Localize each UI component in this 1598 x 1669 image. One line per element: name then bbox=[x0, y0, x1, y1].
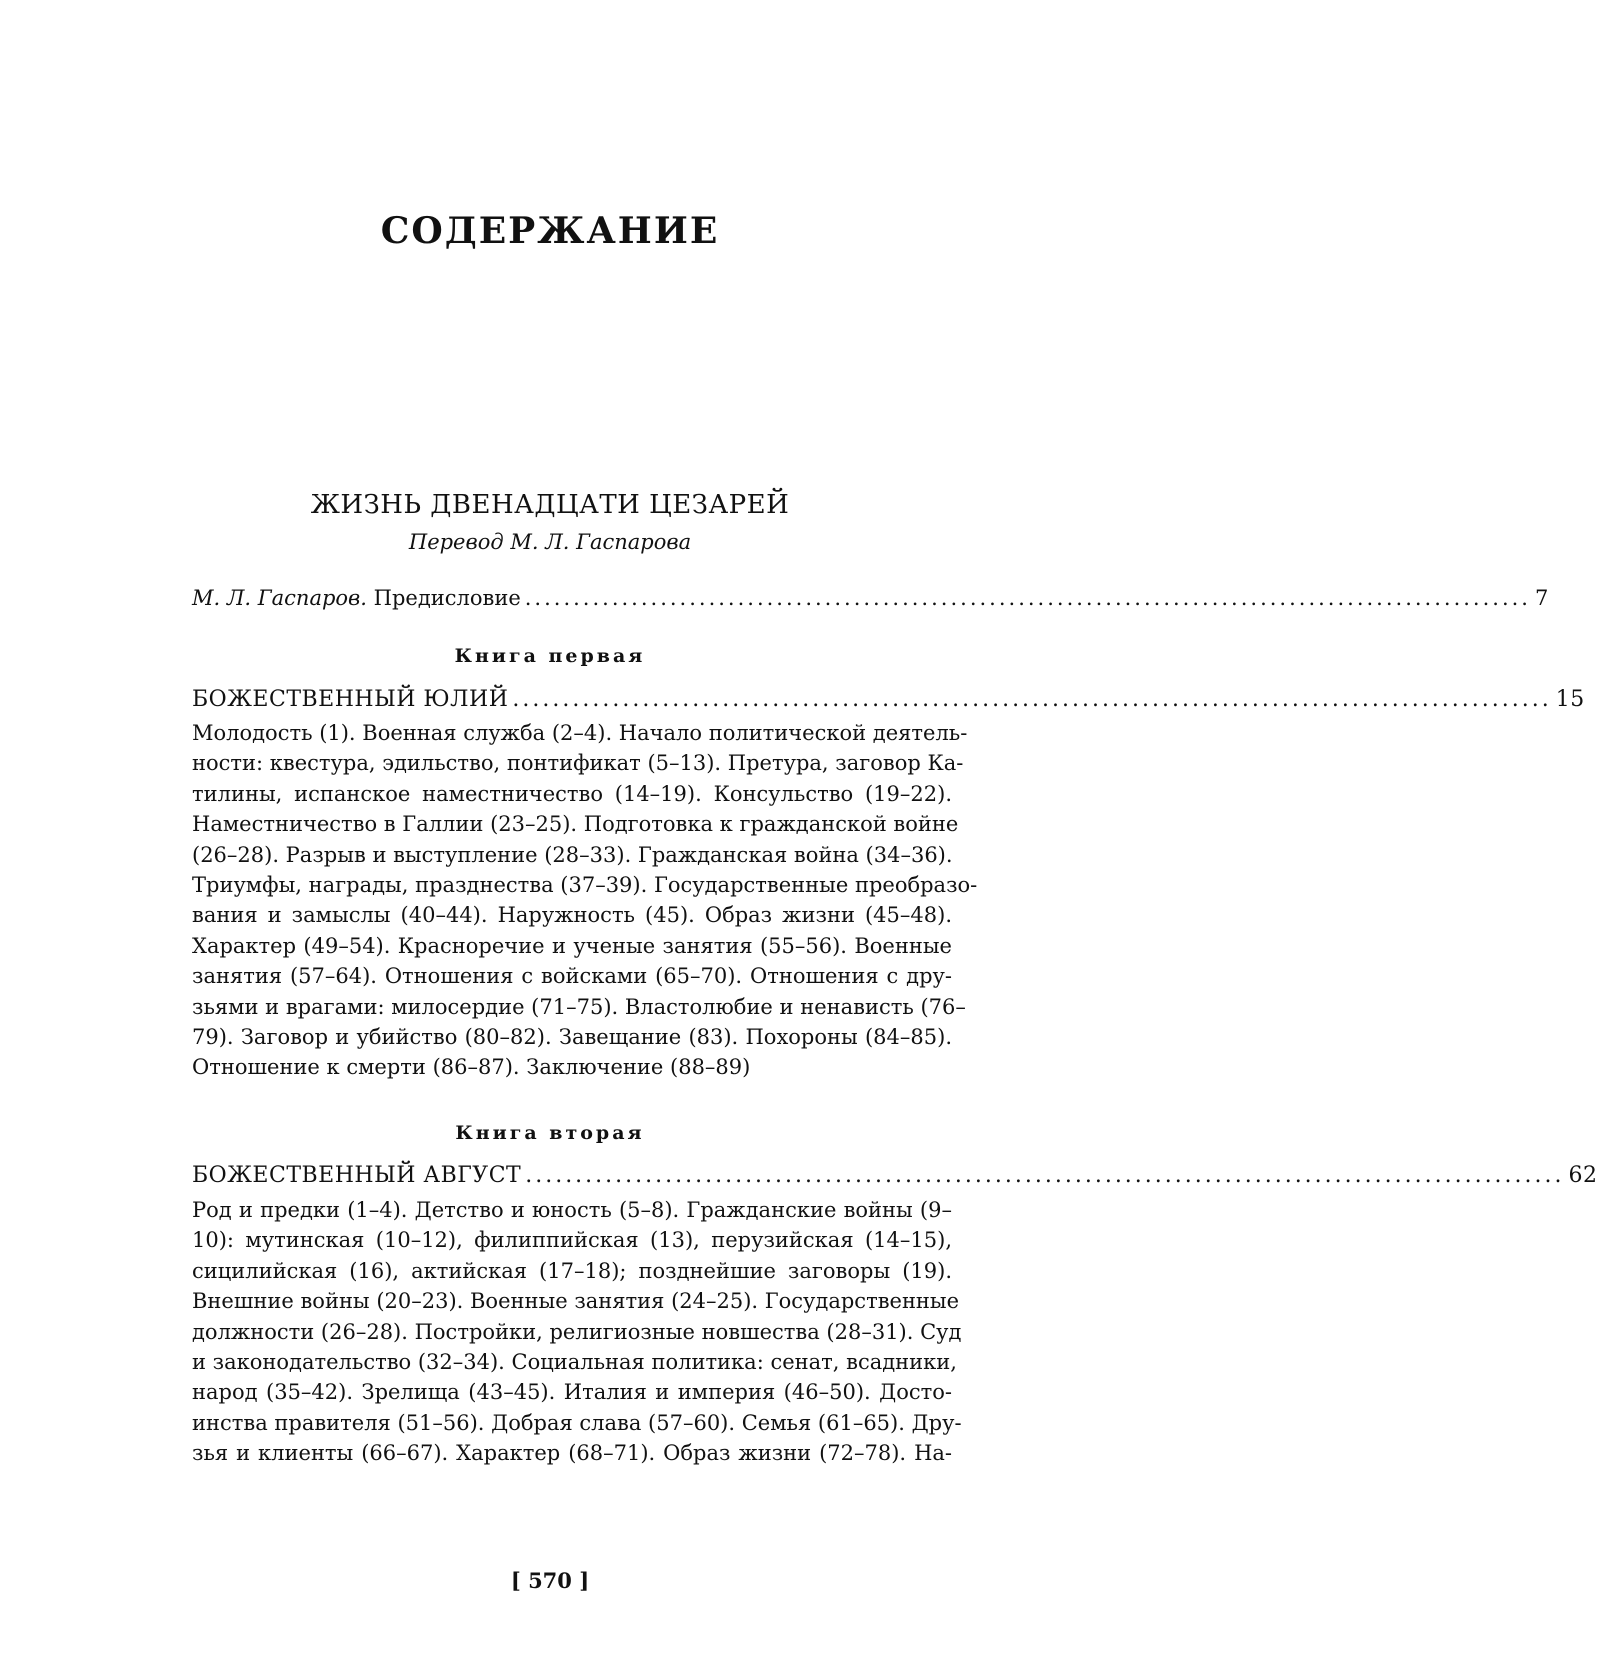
dot-leader: ........................................................................................................ bbox=[524, 586, 1531, 610]
description-line: зья и клиенты (66–67). Характер (68–71). Образ жизни (72–78). На- bbox=[192, 1441, 952, 1466]
toc-entry-title: БОЖЕСТВЕННЫЙ АВГУСТ bbox=[192, 1163, 522, 1188]
description-line: вания и замыслы (40–44). Наружность (45). Образ жизни (45–48). bbox=[192, 903, 952, 928]
description-line: народ (35–42). Зрелища (43–45). Италия и империя (46–50). Досто- bbox=[192, 1380, 952, 1405]
description-line: Характер (49–54). Красноречие и ученые занятия (55–56). Военные bbox=[192, 933, 952, 958]
description-line: тилины, испанское наместничество (14–19). Консульство (19–22). bbox=[192, 781, 952, 806]
description-line: Молодость (1). Военная служба (2–4). Начало политической деятель- bbox=[192, 721, 968, 745]
work-title: ЖИЗНЬ ДВЕНАДЦАТИ ЦЕЗАРЕЙ bbox=[310, 490, 790, 520]
description-line: ности: квестура, эдильство, понтификат (5–13). Претура, заговор Ка- bbox=[192, 751, 964, 776]
preface-author: М. Л. Гаспаров. bbox=[192, 586, 367, 610]
toc-entry-title: БОЖЕСТВЕННЫЙ ЮЛИЙ bbox=[192, 687, 509, 712]
description-line: Триумфы, награды, празднества (37–39). Государственные преобразо- bbox=[192, 873, 978, 898]
description-line: сицилийская (16), актийская (17–18); позднейшие заговоры (19). bbox=[192, 1258, 952, 1283]
description-line: Внешние войны (20–23). Военные занятия (24–25). Государственные bbox=[192, 1289, 960, 1314]
page-folio: [ 570 ] bbox=[510, 1568, 590, 1593]
description-line: (26–28). Разрыв и выступление (28–33). Гражданская война (34–36). bbox=[192, 842, 953, 867]
book-heading: Книга вторая bbox=[455, 1122, 645, 1144]
toc-entry-preface bbox=[192, 586, 1549, 610]
description-line: инства правителя (51–56). Добрая слава (57–60). Семья (61–65). Дру- bbox=[192, 1410, 962, 1435]
description-line: Отношение к смерти (86–87). Заключение (88–89) bbox=[192, 1055, 751, 1080]
dot-leader: ........................................................................................................ bbox=[512, 687, 1552, 712]
description-line: Род и предки (1–4). Детство и юность (5–8). Гражданские войны (9– bbox=[192, 1198, 952, 1222]
book-heading: Книга первая bbox=[454, 645, 646, 667]
page-title: СОДЕРЖАНИЕ bbox=[380, 210, 720, 253]
description-line: Наместничество в Галлии (23–25). Подготовка к гражданской войне bbox=[192, 812, 959, 837]
toc-entry-book2 bbox=[192, 1163, 1598, 1188]
description-line: 10): мутинская (10–12), филиппийская (13), перузийская (14–15), bbox=[192, 1228, 952, 1253]
toc-description bbox=[192, 1195, 962, 1469]
translator-credit: Перевод М. Л. Гаспарова bbox=[408, 530, 692, 554]
description-line: 79). Заговор и убийство (80–82). Завещание (83). Похороны (84–85). bbox=[192, 1025, 952, 1050]
preface-label: Предисловие bbox=[373, 586, 521, 610]
description-line: занятия (57–64). Отношения с войсками (65–70). Отношения с дру- bbox=[192, 964, 952, 989]
description-line: зьями и врагами: милосердие (71–75). Властолюбие и ненависть (76– bbox=[192, 994, 966, 1019]
dot-leader: ........................................................................................................ bbox=[525, 1163, 1565, 1188]
page-number: 7 bbox=[1534, 586, 1549, 610]
description-line: и законодательство (32–34). Социальная политика: сенат, всадники, bbox=[192, 1350, 957, 1375]
description-line: должности (26–28). Постройки, религиозные новшества (28–31). Суд bbox=[192, 1319, 962, 1344]
toc-description bbox=[192, 718, 978, 1083]
page-number: 62 bbox=[1568, 1163, 1598, 1188]
toc-entry-label bbox=[192, 586, 521, 610]
page-number: 15 bbox=[1555, 687, 1585, 712]
toc-entry-book1 bbox=[192, 687, 1585, 712]
